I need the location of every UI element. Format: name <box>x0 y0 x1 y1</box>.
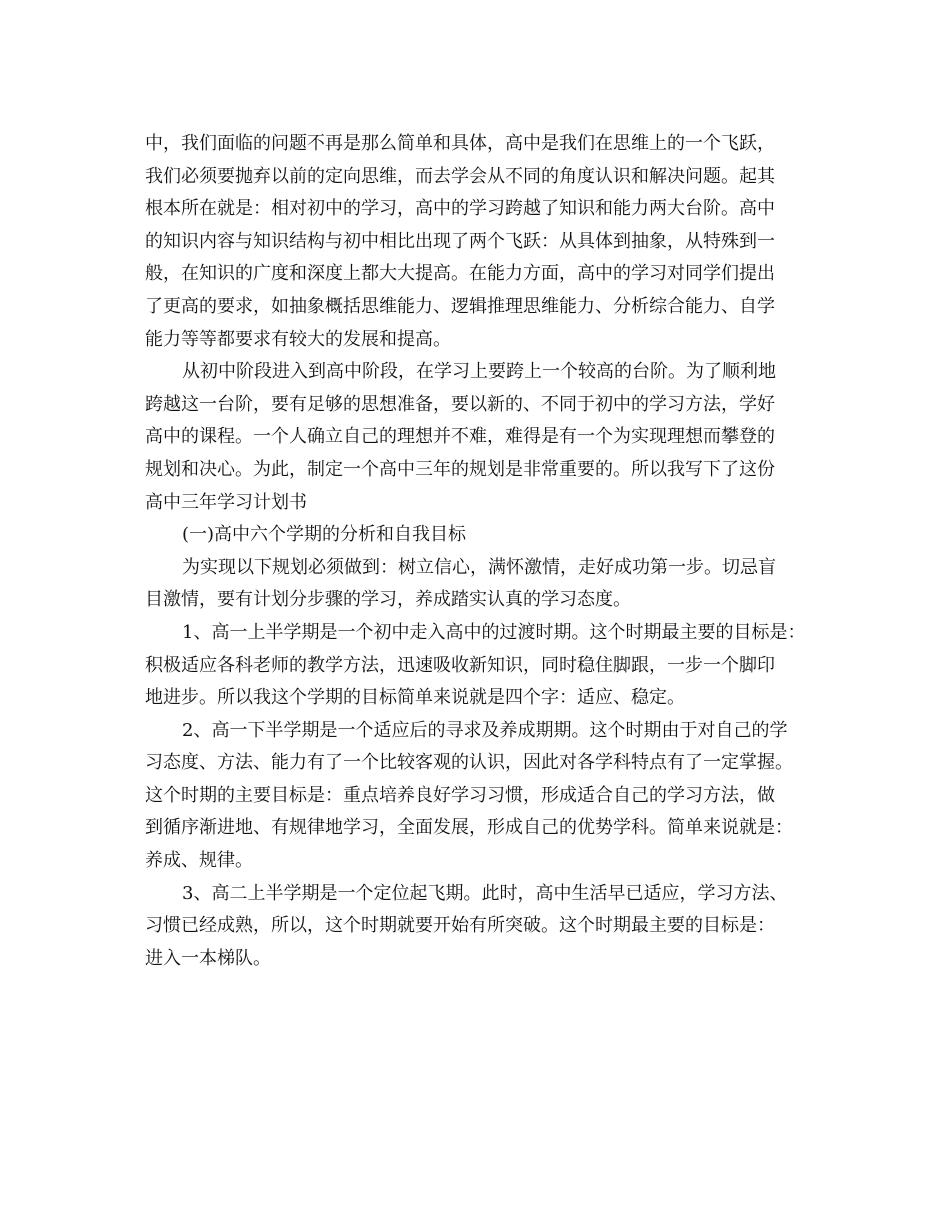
text-line: 1、高一上半学期是一个初中走入高中的过渡时期。这个时期最主要的目标是： <box>182 621 806 643</box>
text-line: 高中三年学习计划书 <box>145 491 307 513</box>
text-line: 根本所在就是：相对初中的学习，高中的学习跨越了知识和能力两大台阶。高中 <box>145 198 775 220</box>
text-line: 进入一本梯队。 <box>145 947 271 969</box>
text-line: 般，在知识的广度和深度上都大大提高。在能力方面，高中的学习对同学们提出 <box>145 263 775 285</box>
text-line: 习态度、方法、能力有了一个比较客观的认识，因此对各学科特点有了一定掌握。 <box>145 752 793 774</box>
text-line: 从初中阶段进入到高中阶段，在学习上要跨上一个较高的台阶。为了顺利地 <box>182 361 776 383</box>
text-line: (一)高中六个学期的分析和自我目标 <box>182 524 467 546</box>
text-line: 跨越这一台阶，要有足够的思想准备，要以新的、不同于初中的学习方法，学好 <box>145 393 775 415</box>
text-line: 到循序渐进地、有规律地学习，全面发展，形成自己的优势学科。简单来说就是： <box>145 817 793 839</box>
text-line: 这个时期的主要目标是：重点培养良好学习习惯，形成适合自己的学习方法，做 <box>145 784 775 806</box>
text-line: 养成、规律。 <box>145 850 253 872</box>
text-line: 目激情，要有计划分步骤的学习，养成踏实认真的学习态度。 <box>145 589 631 611</box>
text-line: 规划和决心。为此，制定一个高中三年的规划是非常重要的。所以我写下了这份 <box>145 458 775 480</box>
text-line: 地进步。所以我这个学期的目标简单来说就是四个字：适应、稳定。 <box>145 687 685 709</box>
text-line: 了更高的要求，如抽象概括思维能力、逻辑推理思维能力、分析综合能力、自学 <box>145 295 775 317</box>
text-line: 3、高二上半学期是一个定位起飞期。此时，高中生活早已适应，学习方法、 <box>182 882 788 904</box>
text-line: 积极适应各科老师的教学方法，迅速吸收新知识，同时稳住脚跟，一步一个脚印 <box>145 654 775 676</box>
text-line: 高中的课程。一个人确立自己的理想并不难，难得是有一个为实现理想而攀登的 <box>145 426 775 448</box>
text-line: 我们必须要抛弃以前的定向思维，而去学会从不同的角度认识和解决问题。起其 <box>145 165 775 187</box>
text-line: 的知识内容与知识结构与初中相比出现了两个飞跃：从具体到抽象，从特殊到一 <box>145 230 775 252</box>
text-line: 习惯已经成熟，所以，这个时期就要开始有所突破。这个时期最主要的目标是： <box>145 915 775 937</box>
document-body <box>145 128 815 975</box>
text-line: 为实现以下规划必须做到：树立信心，满怀激情，走好成功第一步。切忌盲 <box>182 556 776 578</box>
text-line: 2、高一下半学期是一个适应后的寻求及养成期期。这个时期由于对自己的学 <box>182 719 788 741</box>
text-line: 中，我们面临的问题不再是那么简单和具体，高中是我们在思维上的一个飞跃， <box>145 133 775 154</box>
text-line: 能力等等都要求有较大的发展和提高。 <box>145 328 451 350</box>
